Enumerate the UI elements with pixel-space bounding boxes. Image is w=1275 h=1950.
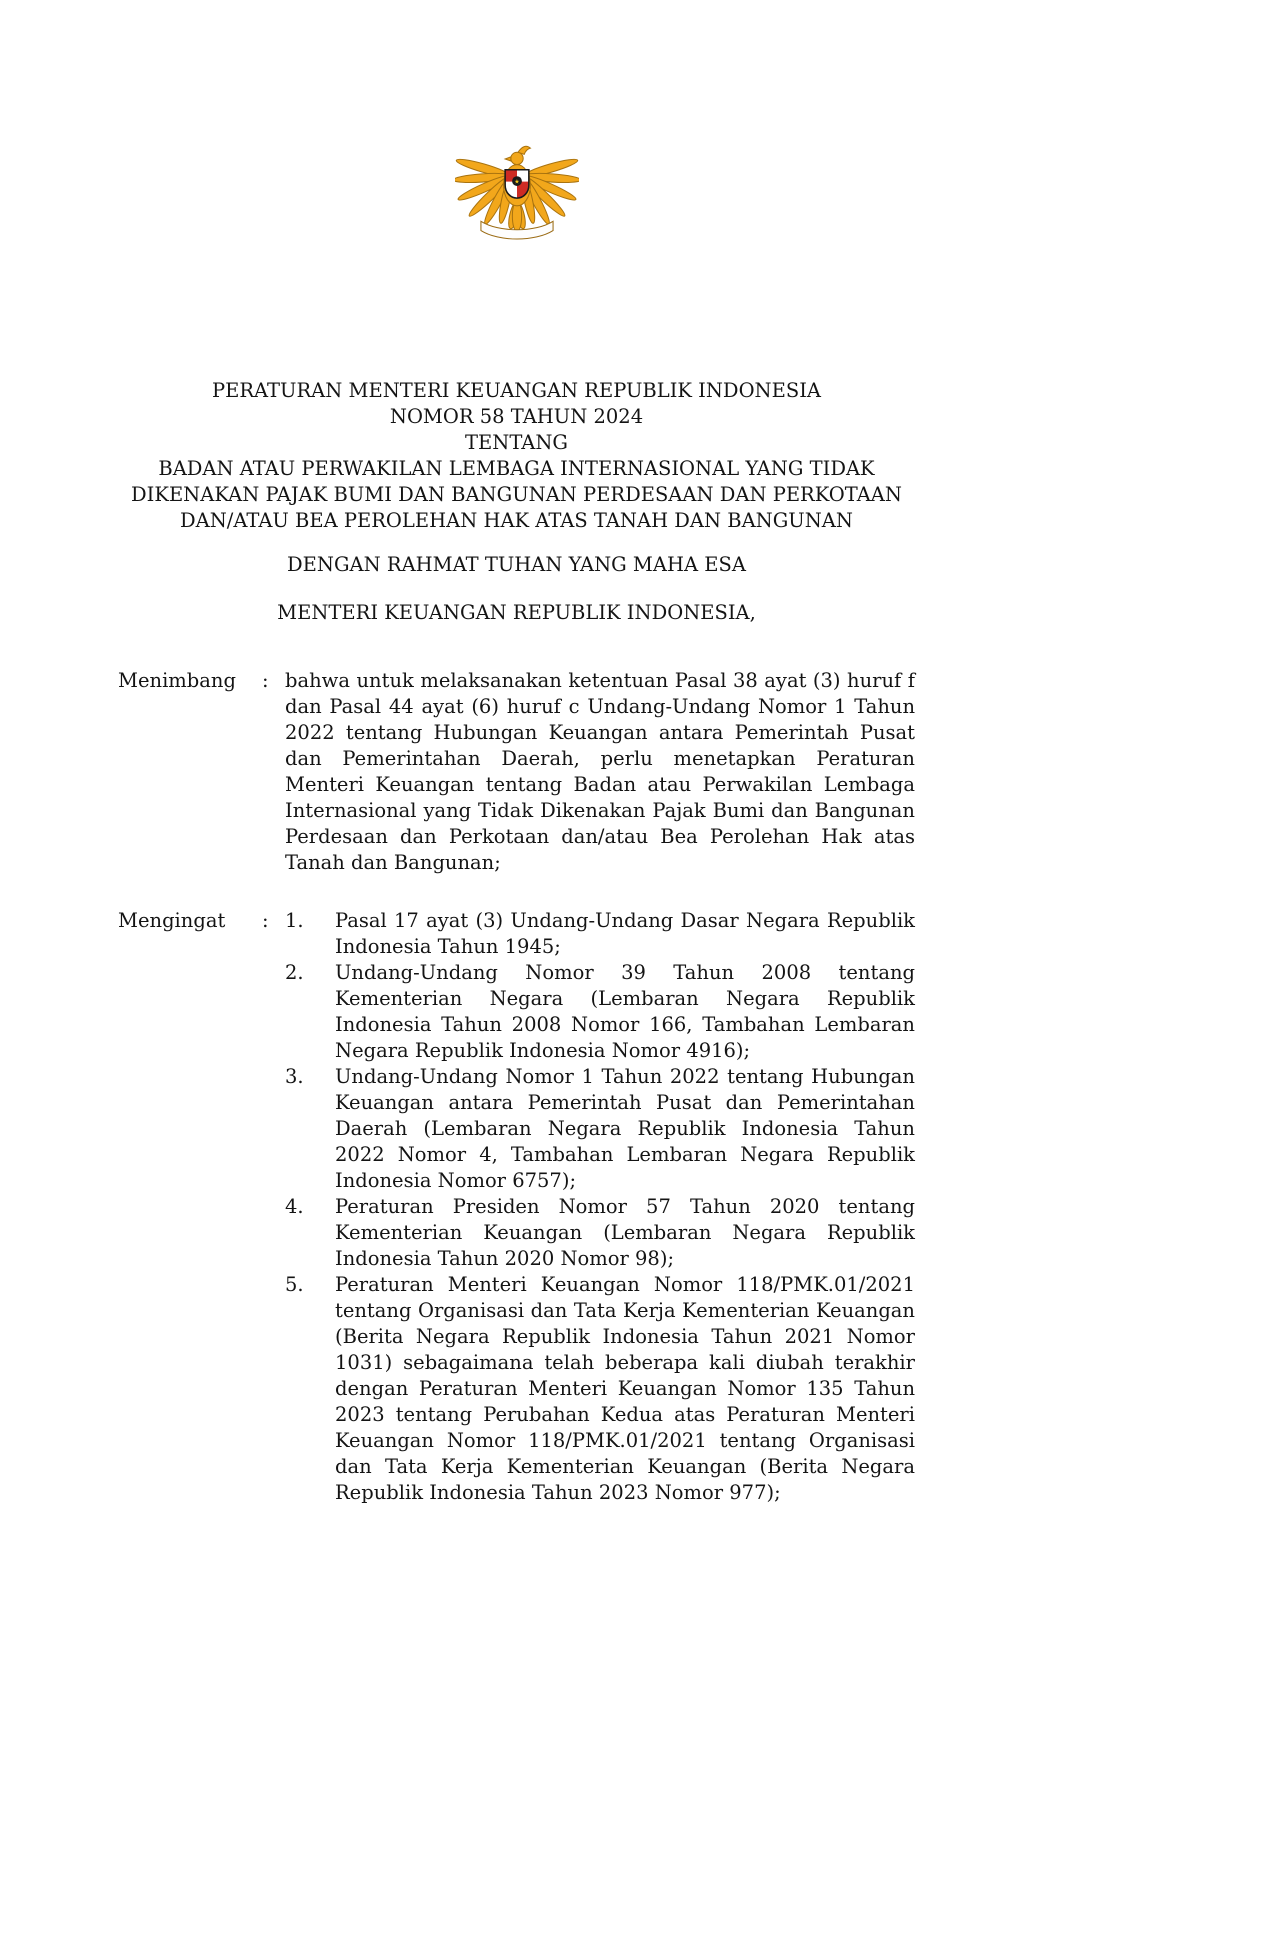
mengingat-list: [285, 908, 915, 1506]
menimbang-clause: [118, 668, 915, 876]
mengingat-item-1: [285, 908, 915, 960]
mengingat-clause: [118, 908, 915, 1506]
rahmat-line: DENGAN RAHMAT TUHAN YANG MAHA ESA: [287, 553, 746, 576]
item-number: 2.: [285, 961, 304, 984]
mengingat-item-3: [285, 1064, 915, 1194]
mengingat-item-5: [285, 1272, 915, 1506]
item-number: 3.: [285, 1065, 304, 1088]
title-line-number: NOMOR 58 TAHUN 2024: [389, 405, 644, 428]
title-line-subject-1: BADAN ATAU PERWAKILAN LEMBAGA INTERNASIONAL YANG TIDAK: [158, 457, 875, 480]
item-number: 4.: [285, 1195, 304, 1218]
item-text: Pasal 17 ayat (3) Undang-Undang Dasar Negara Republik Indonesia Tahun 1945;: [335, 909, 915, 958]
mengingat-colon: :: [262, 909, 269, 932]
menimbang-label: Menimbang: [118, 669, 236, 692]
item-text: Peraturan Presiden Nomor 57 Tahun 2020 tentang Kementerian Keuangan (Lembaran Negara Republik Indonesia Tahun 2020 Nomor 98);: [335, 1195, 915, 1270]
svg-text:★: ★: [513, 178, 520, 186]
title-line-1: PERATURAN MENTERI KEUANGAN REPUBLIK INDONESIA: [211, 379, 821, 402]
document-title-block: [118, 378, 915, 534]
item-text: Undang-Undang Nomor 39 Tahun 2008 tentang Kementerian Negara (Lembaran Negara Republik Indonesia Tahun 2008 Nomor 166, Tambahan Lembaran Negara Republik Indonesia Nomor 4916);: [335, 961, 915, 1062]
mengingat-item-2: [285, 960, 915, 1064]
mengingat-item-4: [285, 1194, 915, 1272]
item-number: 1.: [285, 909, 304, 932]
title-line-tentang: TENTANG: [465, 431, 568, 454]
mengingat-label: Mengingat: [118, 909, 226, 932]
menimbang-text: bahwa untuk melaksanakan ketentuan Pasal 38 ayat (3) huruf f dan Pasal 44 ayat (6) huruf c Undang-Undang Nomor 1 Tahun 2022 tentang Hubungan Keuangan antara Pemerintah Pusat dan Pemerintahan Daerah, perlu menetapkan Peraturan Menteri Keuangan tentang Badan atau Perwakilan Lembaga Internasional yang Tidak Dikenakan Pajak Bumi dan Bangunan Perdesaan dan Perkotaan dan/atau Bea Perolehan Hak atas Tanah dan Bangunan;: [285, 669, 915, 874]
item-text: Peraturan Menteri Keuangan Nomor 118/PMK.01/2021 tentang Organisasi dan Tata Kerja Kementerian Keuangan (Berita Negara Republik Indonesia Tahun 2021 Nomor 1031) sebagaimana telah beberapa kali diubah terakhir dengan Peraturan Menteri Keuangan Nomor 135 Tahun 2023 tentang Perubahan Kedua atas Peraturan Menteri Keuangan Nomor 118/PMK.01/2021 tentang Organisasi dan Tata Kerja Kementerian Keuangan (Berita Negara Republik Indonesia Tahun 2023 Nomor 977);: [335, 1273, 915, 1504]
garuda-icon: [455, 110, 579, 246]
document-content: [118, 110, 915, 1506]
title-line-subject-3: DAN/ATAU BEA PEROLEHAN HAK ATAS TANAH DAN BANGUNAN: [180, 509, 853, 532]
item-number: 5.: [285, 1273, 304, 1296]
item-text: Undang-Undang Nomor 1 Tahun 2022 tentang Hubungan Keuangan antara Pemerintah Pusat dan Pemerintahan Daerah (Lembaran Negara Republik Indonesia Tahun 2022 Nomor 4, Tambahan Lembaran Negara Republik Indonesia Nomor 6757);: [335, 1065, 915, 1192]
title-line-subject-2: DIKENAKAN PAJAK BUMI DAN BANGUNAN PERDESAAN DAN PERKOTAAN: [131, 483, 902, 506]
menimbang-colon: :: [262, 669, 269, 692]
authority-line: MENTERI KEUANGAN REPUBLIK INDONESIA,: [277, 601, 756, 624]
garuda-pancasila-emblem: [455, 110, 579, 250]
